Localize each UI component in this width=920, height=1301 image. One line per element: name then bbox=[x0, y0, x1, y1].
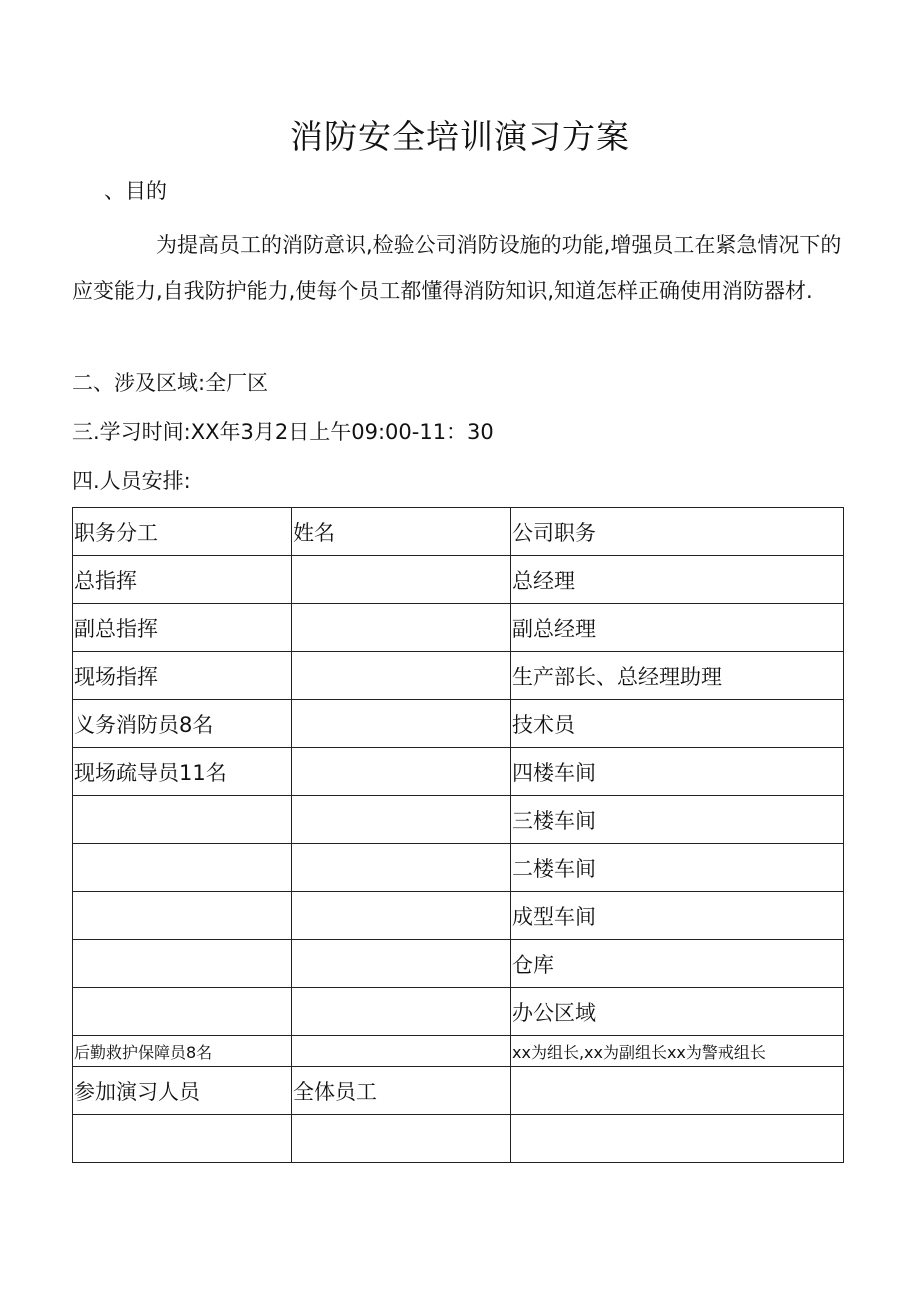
table-row bbox=[73, 748, 844, 796]
cell-duty bbox=[73, 940, 292, 988]
cell-position: 四楼车间 bbox=[511, 748, 844, 796]
cell-name bbox=[292, 652, 511, 700]
header-name: 姓名 bbox=[292, 508, 511, 556]
section-time: 三.学习时间:XX年3月2日上午09:00-11：30 bbox=[72, 420, 494, 444]
document-title: 消防安全培训演习方案 bbox=[290, 117, 630, 156]
table-row bbox=[73, 988, 844, 1036]
cell-position: 副总经理 bbox=[511, 604, 844, 652]
table-row bbox=[73, 892, 844, 940]
cell-position bbox=[511, 1067, 844, 1115]
section-staffing-heading: 四.人员安排: bbox=[72, 469, 191, 493]
cell-duty: 现场指挥 bbox=[73, 652, 292, 700]
table-row bbox=[73, 844, 844, 892]
table-row bbox=[73, 1036, 844, 1067]
table-row bbox=[73, 1067, 844, 1115]
staffing-table bbox=[72, 507, 844, 1163]
cell-duty: 参加演习人员 bbox=[73, 1067, 292, 1115]
section-purpose-text: 为提高员工的消防意识,检验公司消防设施的功能,增强员工在紧急情况下的应变能力,自我防护能力,使每个员工都懂得消防知识,知道怎样正确使用消防器材. bbox=[72, 233, 842, 303]
table-row bbox=[73, 796, 844, 844]
table-row bbox=[73, 700, 844, 748]
table-row bbox=[73, 652, 844, 700]
cell-name bbox=[292, 796, 511, 844]
cell-duty: 副总指挥 bbox=[73, 604, 292, 652]
cell-name bbox=[292, 988, 511, 1036]
header-duty: 职务分工 bbox=[73, 508, 292, 556]
cell-duty bbox=[73, 796, 292, 844]
cell-position: 生产部长、总经理助理 bbox=[511, 652, 844, 700]
header-position: 公司职务 bbox=[511, 508, 844, 556]
cell-name bbox=[292, 940, 511, 988]
cell-duty: 后勤救护保障员8名 bbox=[73, 1036, 292, 1067]
cell-duty bbox=[73, 892, 292, 940]
cell-duty bbox=[73, 844, 292, 892]
cell-name bbox=[292, 700, 511, 748]
cell-name bbox=[292, 844, 511, 892]
cell-duty bbox=[73, 1115, 292, 1163]
cell-duty bbox=[73, 988, 292, 1036]
cell-position: 总经理 bbox=[511, 556, 844, 604]
cell-duty: 现场疏导员11名 bbox=[73, 748, 292, 796]
cell-name bbox=[292, 556, 511, 604]
cell-name bbox=[292, 748, 511, 796]
table-header-row bbox=[73, 508, 844, 556]
cell-name bbox=[292, 1036, 511, 1067]
cell-duty: 总指挥 bbox=[73, 556, 292, 604]
cell-position: 成型车间 bbox=[511, 892, 844, 940]
cell-position: 办公区域 bbox=[511, 988, 844, 1036]
section-purpose-heading: 、目的 bbox=[104, 179, 167, 203]
section-area: 二、涉及区域:全厂区 bbox=[72, 371, 269, 395]
cell-duty: 义务消防员8名 bbox=[73, 700, 292, 748]
cell-name bbox=[292, 892, 511, 940]
table-row bbox=[73, 604, 844, 652]
cell-name bbox=[292, 604, 511, 652]
section-purpose-body bbox=[72, 222, 844, 314]
cell-position: 二楼车间 bbox=[511, 844, 844, 892]
cell-position: 技术员 bbox=[511, 700, 844, 748]
cell-position bbox=[511, 1115, 844, 1163]
cell-position: 三楼车间 bbox=[511, 796, 844, 844]
cell-name bbox=[292, 1115, 511, 1163]
table-row bbox=[73, 940, 844, 988]
table-row bbox=[73, 1115, 844, 1163]
cell-position: 仓库 bbox=[511, 940, 844, 988]
cell-name: 全体员工 bbox=[292, 1067, 511, 1115]
cell-position: xx为组长,xx为副组长xx为警戒组长 bbox=[511, 1036, 844, 1067]
table-row bbox=[73, 556, 844, 604]
